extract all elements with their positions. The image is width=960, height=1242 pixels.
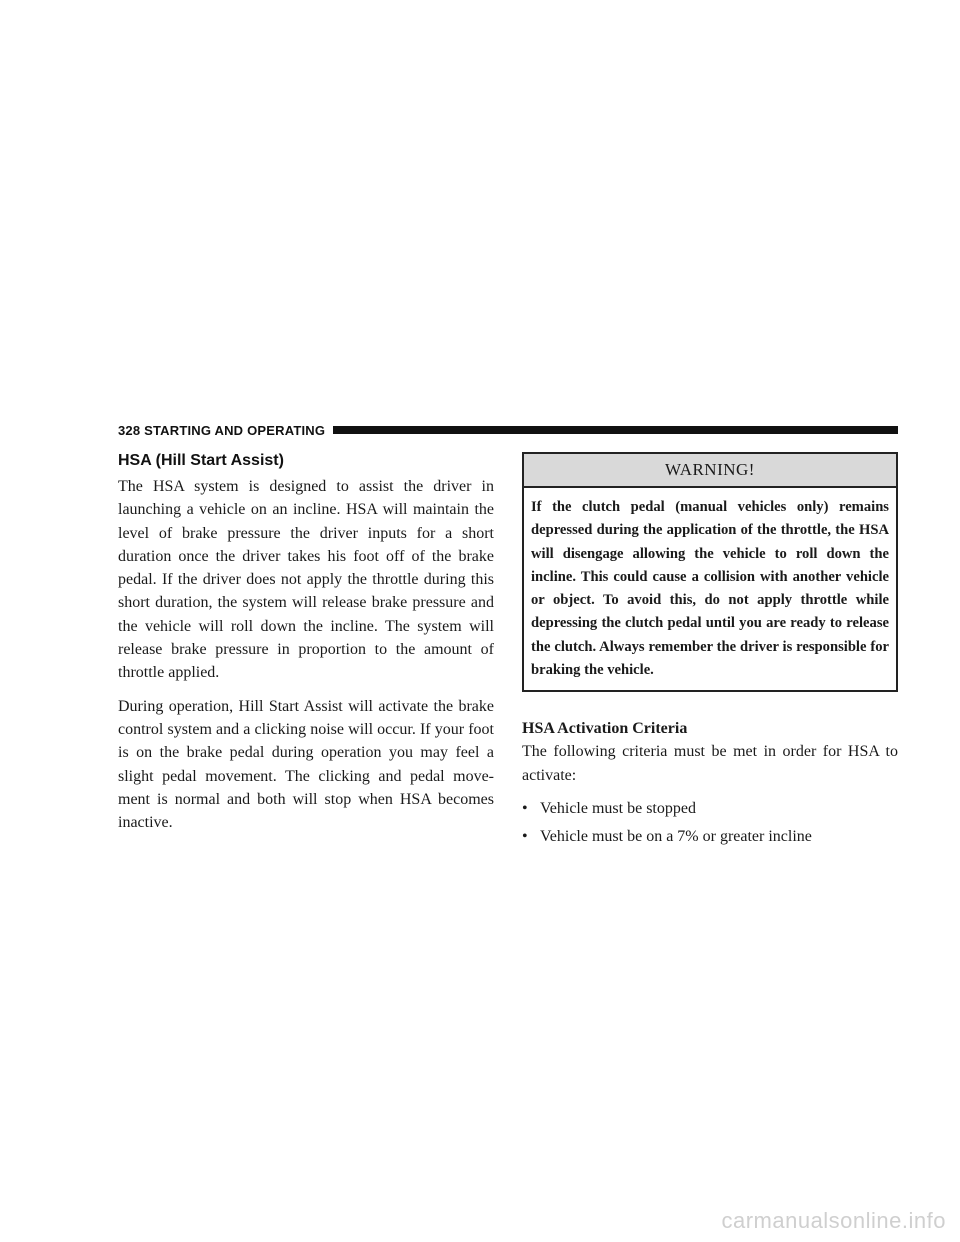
bullet-icon: • — [522, 828, 528, 846]
bullet-icon: • — [522, 799, 528, 817]
right-column — [522, 452, 898, 854]
paragraph-operation: During operation, Hill Start Assist will activate the brake control system and a clicking noise will occur. If your foot is on the brake pedal during operation you may feel a slight pedal movement. The clicking and pedal move-ment is normal and both will stop when HSA becomes inactive. — [118, 697, 494, 832]
subsection-heading: HSA Activation Criteria — [522, 720, 688, 738]
warning-body: If the clutch pedal (manual vehicles only) remains depressed during the application of the throttle, the HSA will disengage allowing the vehicle to roll down the incline. This could cause a collision with another vehicle or object. To avoid this, do not apply throttle while depressing the clutch pedal until you are ready to release the clutch. Always remember the driver is responsible for braking the vehicle. — [531, 499, 889, 679]
list-item — [522, 825, 898, 848]
section-heading: HSA (Hill Start Assist) — [118, 452, 284, 469]
warning-box — [522, 452, 898, 692]
page-header — [118, 422, 898, 438]
left-column — [118, 452, 494, 844]
list-item-text: Vehicle must be on a 7% or greater incline — [540, 828, 812, 846]
warning-title: WARNING! — [524, 454, 896, 488]
list-item — [522, 797, 898, 820]
criteria-list — [522, 797, 898, 849]
header-rule — [333, 426, 898, 434]
paragraph-intro: The HSA system is designed to assist the driver in launching a vehicle on an incline. HSA will maintain the level of brake pressure the driver inputs for a short duration once the driver takes his foot off of the brake pedal. If the driver does not apply the throttle during this short duration, the system will release brake pressure and the vehicle will roll down the incline. The system will release brake pressure in proportion to the amount of throttle applied. — [118, 478, 494, 682]
criteria-intro: The following criteria must be met in order for HSA to activate: — [522, 743, 898, 784]
watermark: carmanualsonline.info — [721, 1208, 946, 1233]
page-header-text: 328 STARTING AND OPERATING — [118, 422, 326, 438]
list-item-text: Vehicle must be stopped — [540, 799, 696, 817]
